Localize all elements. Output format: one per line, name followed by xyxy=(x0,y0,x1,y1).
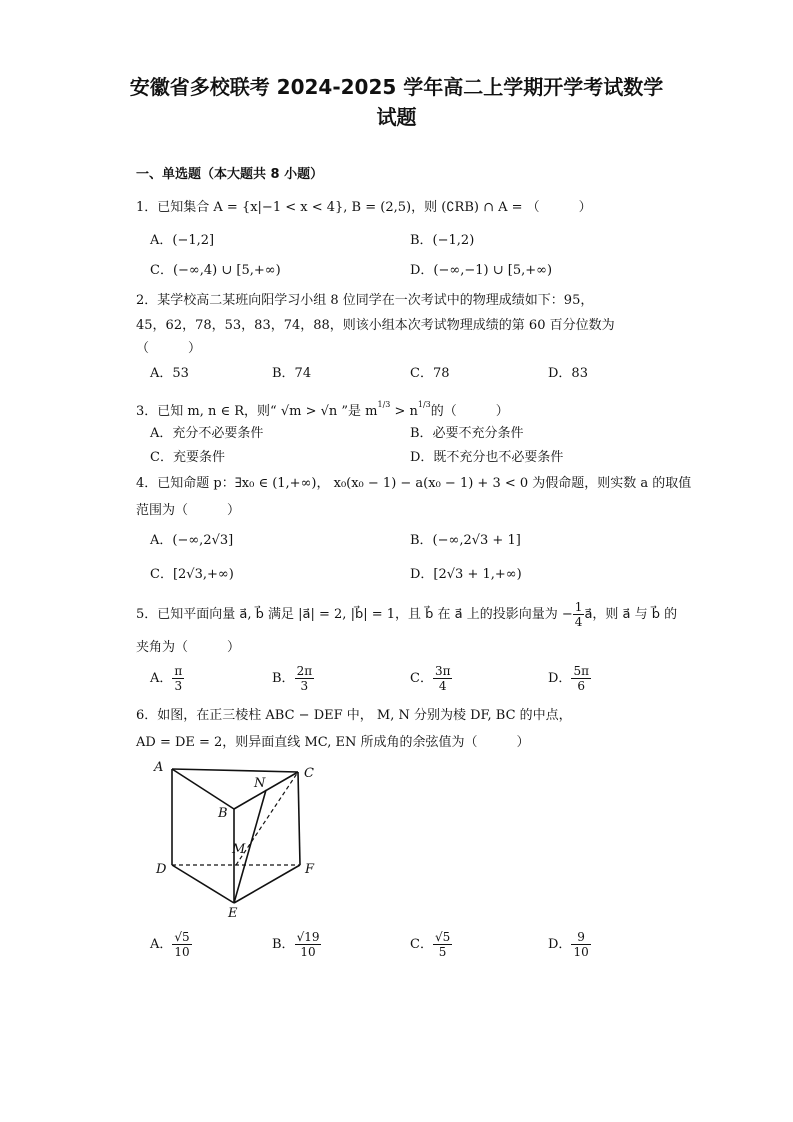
q2-stem-line2: 45，62，78，53，83，74，88，则该小组本次考试物理成绩的第 60 百分位数为 xyxy=(136,318,615,333)
q5-option-c-fraction xyxy=(433,664,453,693)
exam-title-cont: 试题 xyxy=(376,105,417,129)
q6-d-den: 10 xyxy=(573,945,589,959)
q5-option-c-label: C． xyxy=(410,671,433,686)
q3-stem-text-b: > n xyxy=(390,404,418,419)
label-d: D xyxy=(156,862,167,877)
q1-option-a: A．(−1,2] xyxy=(150,233,215,248)
exam-title: 安徽省多校联考 2024-2025 学年高二上学期开学考试数学 xyxy=(129,75,664,99)
q6-option-c xyxy=(410,930,452,959)
q5-coef-den: 4 xyxy=(574,615,583,629)
q6-option-b-label: B． xyxy=(272,937,295,952)
edge-ab xyxy=(172,769,234,809)
q3-option-d: D．既不充分也不必要条件 xyxy=(410,450,564,465)
q6-d-num: 9 xyxy=(571,930,590,945)
q2-option-d: D．83 xyxy=(548,366,588,381)
q5-option-c xyxy=(410,664,452,693)
q6-a-num: √5 xyxy=(174,930,190,944)
q5-option-a-label: A． xyxy=(150,671,173,686)
label-c: C xyxy=(304,766,314,781)
q6-stem-line2: AD = DE = 2，则异面直线 MC, EN 所成角的余弦值为（ ） xyxy=(136,735,530,750)
q6-option-a-label: A． xyxy=(150,937,173,952)
q3-stem-text-a: 3．已知 m, n ∈ R，则“ √m > √n ”是 m xyxy=(136,404,378,419)
q5-option-b-fraction xyxy=(295,664,315,693)
q5-option-b-label: B． xyxy=(272,671,295,686)
label-e: E xyxy=(228,906,238,920)
q5-option-a xyxy=(150,664,184,693)
label-n: N xyxy=(254,776,266,791)
q6-option-d-label: D． xyxy=(548,937,572,952)
q3-option-b: B．必要不充分条件 xyxy=(410,426,524,441)
q6-option-a-fraction xyxy=(172,930,191,959)
q1-option-b: B．(−1,2) xyxy=(410,233,475,248)
label-a: A xyxy=(154,760,164,775)
q4-option-a: A．(−∞,2√3] xyxy=(150,533,234,548)
q5-d-num: 5π xyxy=(573,664,589,678)
edge-cf xyxy=(298,772,300,865)
q5-option-d xyxy=(548,664,591,693)
q6-option-a xyxy=(150,930,192,959)
q5-a-den: 3 xyxy=(174,679,183,693)
q2-stem-line1: 2．某学校高二某班向阳学习小组 8 位同学在一次考试中的物理成绩如下：95， xyxy=(136,293,594,308)
label-f: F xyxy=(305,862,315,877)
q5-option-a-fraction xyxy=(172,664,184,693)
q5-a-num: π xyxy=(174,664,183,678)
q6-option-b xyxy=(272,930,321,959)
edge-ac xyxy=(172,769,298,772)
q4-option-d: D．[2√3 + 1,+∞) xyxy=(410,567,522,582)
q3-exponent-2: 1/3 xyxy=(417,400,431,409)
q5-stem-text-b: a⃗，则 a⃗ 与 b⃗ 的 xyxy=(584,607,678,622)
q6-option-d-fraction xyxy=(571,930,590,959)
q4-stem-line1: 4．已知命题 p：∃x₀ ∈ (1,+∞)， x₀(x₀ − 1) − a(x₀ − 1) + 3 < 0 为假命题，则实数 a 的取值 xyxy=(136,476,692,491)
q5-c-num: 3π xyxy=(434,664,451,678)
q5-coef-num: 1 xyxy=(574,600,583,614)
prism-figure xyxy=(150,755,330,920)
q4-option-c: C．[2√3,+∞) xyxy=(150,567,234,582)
q2-stem-line3: （ ） xyxy=(136,341,202,356)
q6-c-num: √5 xyxy=(434,930,451,944)
q6-option-b-fraction xyxy=(295,930,322,959)
q3-stem xyxy=(136,396,509,421)
q3-option-c: C．充要条件 xyxy=(150,450,225,465)
q5-stem-line1 xyxy=(136,600,677,630)
q5-b-num: 2π xyxy=(296,664,313,678)
q5-stem-text-a: 5．已知平面向量 a⃗, b⃗ 满足 |a⃗| = 2, |b⃗| = 1，且 b⃗ 在 a⃗ 上的投影向量为 − xyxy=(136,607,573,622)
q6-option-d xyxy=(548,930,591,959)
q5-stem-line2: 夹角为（ ） xyxy=(136,640,241,655)
q1-option-c: C．(−∞,4) ∪ [5,+∞) xyxy=(150,263,281,278)
q4-option-b: B．(−∞,2√3 + 1] xyxy=(410,533,521,548)
section-heading: 一、单选题（本大题共 8 小题） xyxy=(136,167,324,182)
q2-option-c: C．78 xyxy=(410,366,450,381)
q3-exponent-1: 1/3 xyxy=(377,400,391,409)
label-b: B xyxy=(218,806,228,821)
q6-c-den: 5 xyxy=(438,945,447,959)
q5-option-b xyxy=(272,664,314,693)
q5-c-den: 4 xyxy=(438,679,447,693)
q6-b-den: 10 xyxy=(300,945,316,959)
q6-stem-line1: 6．如图，在正三棱柱 ABC − DEF 中， M, N 分别为棱 DF, BC 的中点， xyxy=(136,708,572,723)
label-m: M xyxy=(232,842,246,857)
q5-coefficient-fraction xyxy=(573,600,585,629)
q1-option-d: D．(−∞,−1) ∪ [5,+∞) xyxy=(410,263,553,278)
q5-option-d-fraction xyxy=(571,664,591,693)
q2-option-b: B．74 xyxy=(272,366,312,381)
q3-option-a: A．充分不必要条件 xyxy=(150,426,264,441)
q6-option-c-fraction xyxy=(433,930,452,959)
q4-stem-line2: 范围为（ ） xyxy=(136,503,241,518)
edge-de xyxy=(172,865,234,903)
q3-stem-text-c: 的（ ） xyxy=(430,404,509,419)
q6-option-c-label: C． xyxy=(410,937,433,952)
q6-a-den: 10 xyxy=(174,945,190,959)
q6-b-num: √19 xyxy=(296,930,320,944)
q1-stem: 1．已知集合 A = {x|−1 < x < 4}, B = (2,5)，则 (∁RB) ∩ A = （ ） xyxy=(136,200,592,215)
q5-d-den: 6 xyxy=(577,679,586,693)
q5-b-den: 3 xyxy=(300,679,309,693)
q2-option-a: A．53 xyxy=(150,366,189,381)
q5-option-d-label: D． xyxy=(548,671,572,686)
